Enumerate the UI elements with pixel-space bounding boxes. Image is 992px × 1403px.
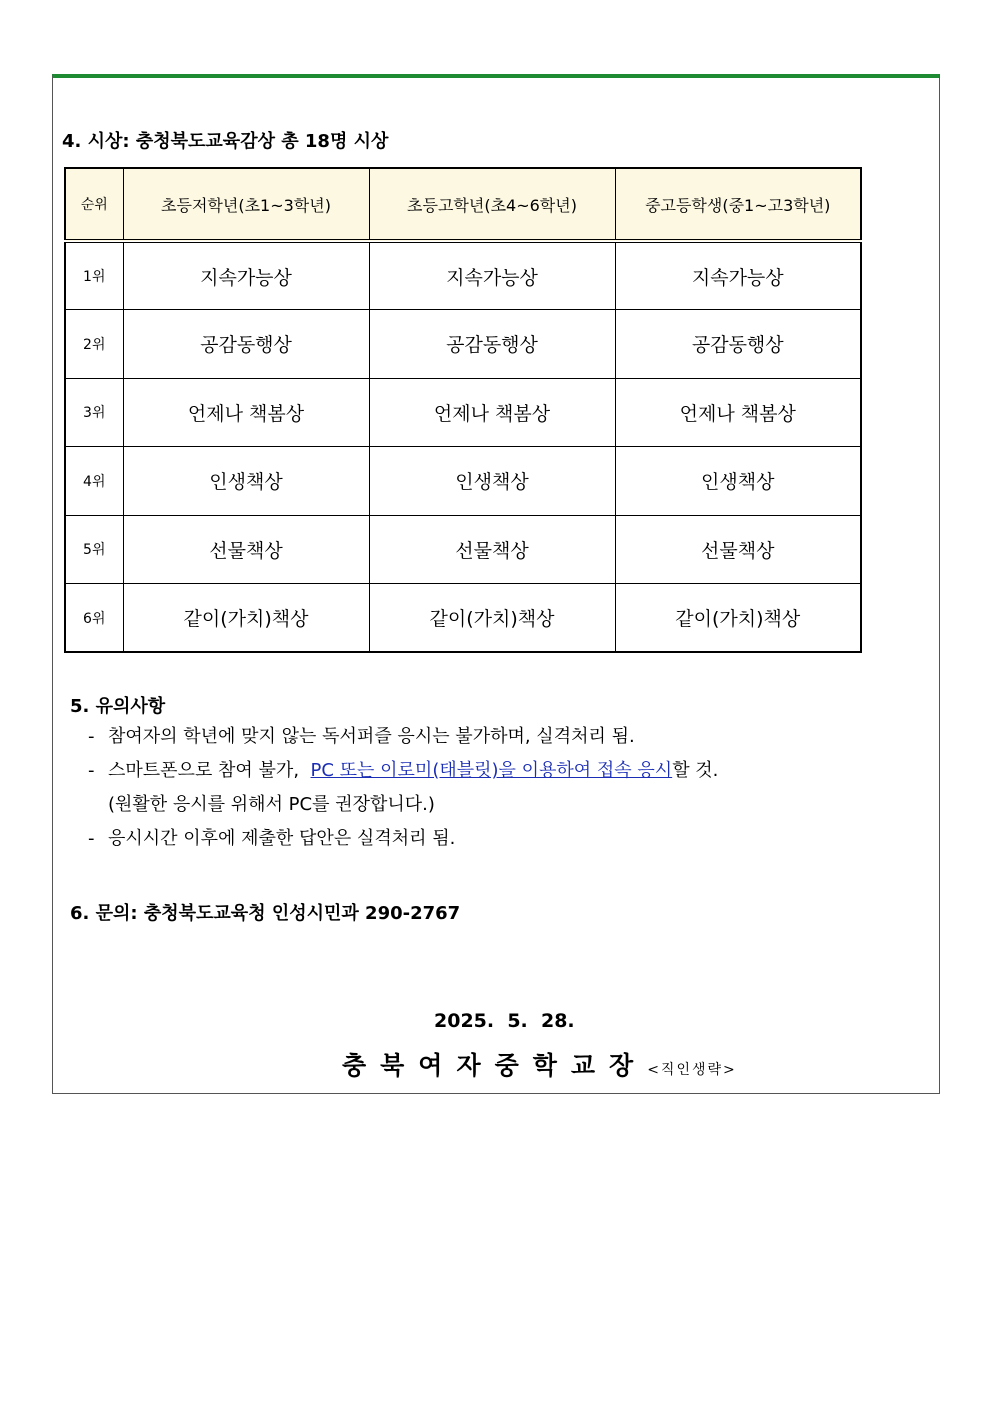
award-cell: 같이(가치)책상 xyxy=(123,584,369,653)
section-5-title: 5. 유의사항 xyxy=(70,696,166,717)
award-cell: 지속가능상 xyxy=(369,241,615,310)
award-cell: 선물책상 xyxy=(369,515,615,584)
rank-cell: 6위 xyxy=(65,584,123,653)
seal-omitted-note: <직인생략> xyxy=(647,1062,737,1078)
note-item xyxy=(88,758,718,792)
rank-cell: 4위 xyxy=(65,447,123,516)
note-item xyxy=(88,826,718,860)
issue-date: 2025. 5. 28. xyxy=(434,1010,575,1032)
note-highlight-text: PC 또는 이로미(태블릿)을 이용하여 접속 응시 xyxy=(310,760,673,781)
award-cell: 인생책상 xyxy=(615,447,861,516)
note-text: 할 것. xyxy=(672,760,719,781)
note-item xyxy=(88,724,718,758)
header-secondary: 중고등학생(중1~고3학년) xyxy=(615,168,861,241)
section-6-title: 6. 문의: 충청북도교육청 인성시민과 290-2767 xyxy=(70,903,461,924)
award-cell: 인생책상 xyxy=(123,447,369,516)
note-subline: (원활한 응시를 위해서 PC를 권장합니다.) xyxy=(108,794,435,815)
awards-table xyxy=(64,167,862,653)
note-dash: - xyxy=(88,726,95,747)
award-cell: 언제나 책봄상 xyxy=(615,378,861,447)
header-rank: 순위 xyxy=(65,168,123,241)
award-cell: 언제나 책봄상 xyxy=(369,378,615,447)
rank-cell: 2위 xyxy=(65,310,123,379)
header-upper-elementary: 초등고학년(초4~6학년) xyxy=(369,168,615,241)
table-row xyxy=(65,447,861,516)
award-cell: 공감동행상 xyxy=(369,310,615,379)
table-row xyxy=(65,378,861,447)
award-cell: 공감동행상 xyxy=(123,310,369,379)
header-lower-elementary: 초등저학년(초1~3학년) xyxy=(123,168,369,241)
note-text: 응시시간 이후에 제출한 답안은 실격처리 됨. xyxy=(108,828,456,849)
note-text: 스마트폰으로 참여 불가, xyxy=(108,760,305,781)
rank-cell: 5위 xyxy=(65,515,123,584)
award-cell: 선물책상 xyxy=(123,515,369,584)
notes-list xyxy=(88,724,718,860)
award-cell: 공감동행상 xyxy=(615,310,861,379)
table-row xyxy=(65,241,861,310)
award-cell: 지속가능상 xyxy=(123,241,369,310)
award-cell: 같이(가치)책상 xyxy=(369,584,615,653)
rank-cell: 3위 xyxy=(65,378,123,447)
award-cell: 같이(가치)책상 xyxy=(615,584,861,653)
table-row xyxy=(65,515,861,584)
section-4-title: 4. 시상: 충청북도교육감상 총 18명 시상 xyxy=(62,131,389,152)
award-cell: 지속가능상 xyxy=(615,241,861,310)
table-header-row xyxy=(65,168,861,241)
award-cell: 인생책상 xyxy=(369,447,615,516)
table-row xyxy=(65,310,861,379)
issuer-name: 충북여자중학교장 xyxy=(342,1051,648,1080)
table-row xyxy=(65,584,861,653)
note-dash: - xyxy=(88,760,95,781)
award-cell: 선물책상 xyxy=(615,515,861,584)
award-cell: 언제나 책봄상 xyxy=(123,378,369,447)
note-text: 참여자의 학년에 맞지 않는 독서퍼즐 응시는 불가하며, 실격처리 됨. xyxy=(108,726,635,747)
issuer-line xyxy=(342,1046,737,1082)
note-dash: - xyxy=(88,828,95,849)
rank-cell: 1위 xyxy=(65,241,123,310)
